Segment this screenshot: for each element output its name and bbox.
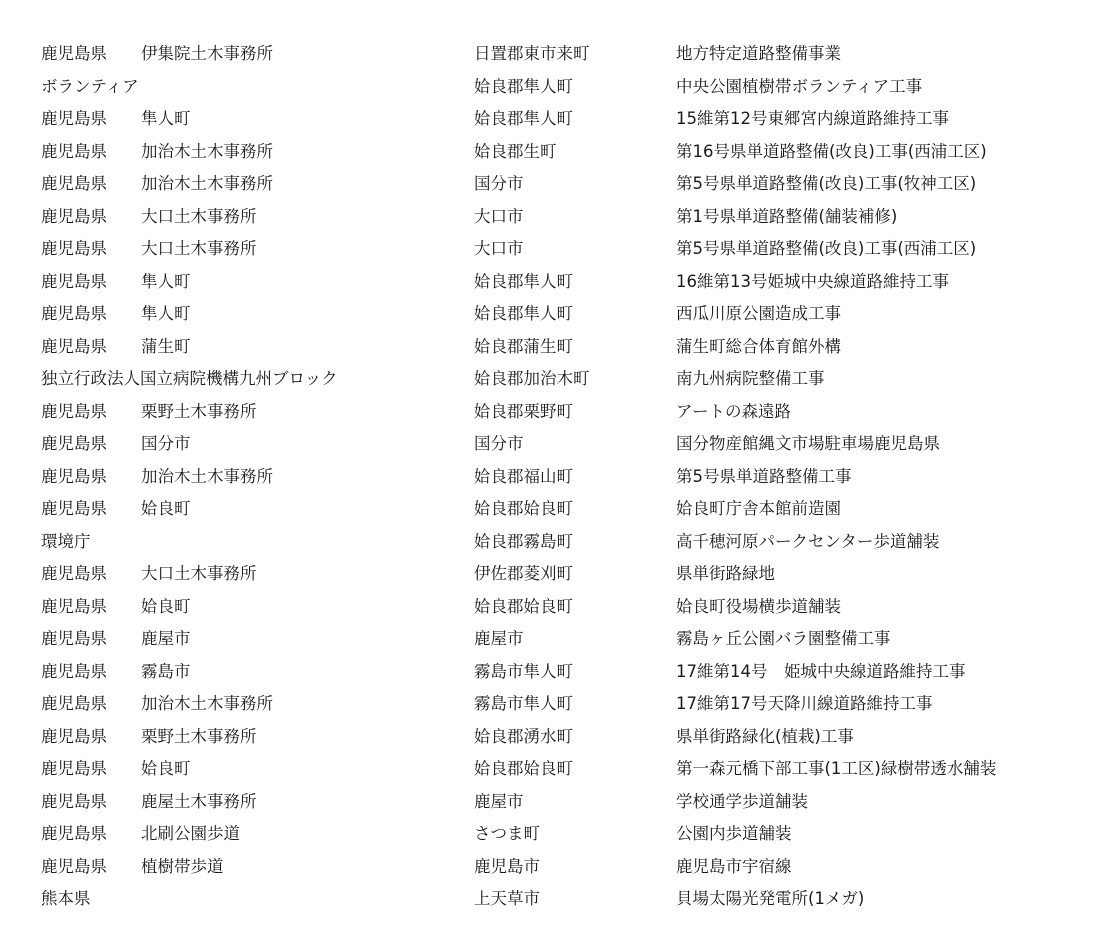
location-cell: 上天草市	[474, 889, 540, 908]
location-cell: 姶良郡隼人町	[474, 271, 573, 291]
client-office: 国分市	[141, 434, 191, 453]
location-cell: 鹿屋市	[474, 629, 524, 648]
project-cell: 蒲生町総合体育館外構	[676, 336, 841, 356]
client-cell	[41, 688, 273, 721]
record-row	[0, 298, 1103, 331]
client-cell	[41, 851, 224, 884]
client-office: 植樹帯歩道	[141, 856, 224, 876]
client-organization: 鹿児島県	[41, 109, 107, 128]
client-organization: 鹿児島県	[41, 174, 107, 193]
project-cell: 第5号県単道路整備(改良)工事(牧神工区)	[676, 174, 977, 193]
project-cell: 国分物産館縄文市場駐車場鹿児島県	[676, 434, 940, 453]
record-row	[0, 363, 1103, 396]
client-office: 大口土木事務所	[141, 206, 257, 226]
record-row	[0, 103, 1103, 136]
location-cell: 国分市	[474, 174, 524, 193]
records-table	[0, 38, 1103, 916]
client-organization: 鹿児島県	[41, 44, 107, 63]
client-office: 加治木土木事務所	[141, 694, 273, 713]
project-cell: 西瓜川原公園造成工事	[676, 304, 841, 323]
location-cell: 姶良郡姶良町	[474, 759, 573, 778]
record-row	[0, 493, 1103, 526]
project-cell: 17維第17号天降川線道路維持工事	[676, 694, 933, 713]
record-row	[0, 623, 1103, 656]
record-row	[0, 656, 1103, 689]
client-organization: 鹿児島県	[41, 239, 107, 258]
client-organization: 鹿児島県	[41, 824, 107, 843]
client-cell	[41, 428, 191, 461]
location-cell: 姶良郡生町	[474, 141, 557, 161]
client-organization: 鹿児島県	[41, 434, 107, 453]
project-cell: 第5号県単道路整備工事	[676, 466, 852, 486]
record-row	[0, 201, 1103, 234]
client-cell	[41, 71, 139, 104]
location-cell: 姶良郡湧水町	[474, 726, 573, 746]
client-organization: 鹿児島県	[41, 661, 107, 681]
project-cell: 県単街路緑化(植栽)工事	[676, 726, 854, 746]
client-office: 姶良町	[141, 499, 191, 518]
location-cell: 大口市	[474, 239, 524, 258]
location-cell: 姶良郡姶良町	[474, 499, 573, 518]
client-cell	[41, 363, 338, 396]
location-cell: 姶良郡福山町	[474, 466, 573, 486]
client-office: 栗野土木事務所	[141, 401, 257, 421]
client-organization: 鹿児島県	[41, 499, 107, 518]
project-cell: 中央公園植樹帯ボランティア工事	[676, 76, 923, 96]
client-organization: 鹿児島県	[41, 206, 107, 226]
project-cell: 地方特定道路整備事業	[676, 44, 841, 63]
client-organization: 鹿児島県	[41, 726, 107, 746]
client-cell	[41, 493, 191, 526]
client-cell	[41, 168, 273, 201]
client-office: 霧島市	[141, 661, 191, 681]
record-row	[0, 461, 1103, 494]
client-office: 鹿屋市	[141, 629, 191, 648]
record-row	[0, 136, 1103, 169]
record-row	[0, 851, 1103, 884]
client-office: 加治木土木事務所	[141, 141, 273, 161]
client-organization: 鹿児島県	[41, 791, 107, 811]
location-cell: 鹿屋市	[474, 791, 524, 811]
client-organization: 鹿児島県	[41, 141, 107, 161]
record-row	[0, 428, 1103, 461]
location-cell: 鹿児島市	[474, 856, 540, 876]
client-cell	[41, 786, 257, 819]
client-office: 大口土木事務所	[141, 239, 257, 258]
client-office: 大口土木事務所	[141, 564, 257, 583]
client-organization: 鹿児島県	[41, 466, 107, 486]
client-organization: 鹿児島県	[41, 694, 107, 713]
location-cell: 国分市	[474, 434, 524, 453]
client-organization: 鹿児島県	[41, 401, 107, 421]
record-row	[0, 233, 1103, 266]
record-row	[0, 721, 1103, 754]
client-cell	[41, 623, 191, 656]
client-organization: 環境庁	[41, 531, 91, 551]
location-cell: 霧島市隼人町	[474, 694, 573, 713]
client-organization: 鹿児島県	[41, 271, 107, 291]
project-cell: 第1号県単道路整備(舗装補修)	[676, 206, 898, 226]
location-cell: 姶良郡霧島町	[474, 531, 573, 551]
client-organization: ボランティア	[41, 76, 139, 96]
location-cell: 大口市	[474, 206, 524, 226]
client-cell	[41, 266, 191, 299]
client-organization: 鹿児島県	[41, 304, 107, 323]
project-cell: 姶良町庁舎本館前造園	[676, 499, 841, 518]
client-cell	[41, 396, 257, 429]
project-cell: 高千穂河原パークセンター歩道舗装	[676, 531, 940, 551]
client-organization: 鹿児島県	[41, 759, 107, 778]
client-cell	[41, 818, 240, 851]
client-office: 蒲生町	[141, 336, 191, 356]
client-cell	[41, 461, 273, 494]
location-cell: 姶良郡蒲生町	[474, 336, 573, 356]
record-row	[0, 71, 1103, 104]
project-cell: 第16号県単道路整備(改良)工事(西浦工区)	[676, 141, 987, 161]
location-cell: 伊佐郡菱刈町	[474, 564, 573, 583]
client-office: 隼人町	[141, 271, 191, 291]
record-row	[0, 526, 1103, 559]
record-row	[0, 786, 1103, 819]
record-row	[0, 266, 1103, 299]
project-cell: 鹿児島市宇宿線	[676, 856, 792, 876]
client-office: 姶良町	[141, 596, 191, 616]
record-row	[0, 396, 1103, 429]
record-row	[0, 818, 1103, 851]
client-office: 加治木土木事務所	[141, 466, 273, 486]
client-organization: 熊本県	[41, 889, 91, 908]
record-row	[0, 883, 1103, 916]
project-cell: 16維第13号姫城中央線道路維持工事	[676, 271, 949, 291]
record-row	[0, 558, 1103, 591]
client-cell	[41, 558, 257, 591]
client-office: 隼人町	[141, 304, 191, 323]
project-cell: 南九州病院整備工事	[676, 369, 825, 388]
client-office: 姶良町	[141, 759, 191, 778]
client-cell	[41, 331, 191, 364]
client-office: 北刷公園歩道	[141, 824, 240, 843]
project-cell: 学校通学歩道舗装	[676, 791, 808, 811]
client-cell	[41, 201, 257, 234]
location-cell: 姶良郡隼人町	[474, 304, 573, 323]
project-cell: アートの森遠路	[676, 401, 792, 421]
location-cell: さつま町	[474, 824, 540, 843]
client-cell	[41, 233, 257, 266]
project-cell: 17維第14号 姫城中央線道路維持工事	[676, 661, 966, 681]
location-cell: 姶良郡隼人町	[474, 109, 573, 128]
location-cell: 日置郡東市来町	[474, 44, 590, 63]
project-cell: 第5号県単道路整備(改良)工事(西浦工区)	[676, 239, 977, 258]
client-organization: 独立行政法人国立病院機構九州ブロック	[41, 369, 338, 388]
project-cell: 姶良町役場横歩道舗装	[676, 596, 841, 616]
client-cell	[41, 103, 191, 136]
client-organization: 鹿児島県	[41, 596, 107, 616]
record-row	[0, 38, 1103, 71]
client-office: 加治木土木事務所	[141, 174, 273, 193]
record-row	[0, 168, 1103, 201]
client-office: 隼人町	[141, 109, 191, 128]
client-organization: 鹿児島県	[41, 856, 107, 876]
client-cell	[41, 721, 257, 754]
record-row	[0, 688, 1103, 721]
location-cell: 姶良郡加治木町	[474, 369, 590, 388]
record-row	[0, 591, 1103, 624]
project-cell: 公園内歩道舗装	[676, 824, 792, 843]
client-organization: 鹿児島県	[41, 336, 107, 356]
record-row	[0, 331, 1103, 364]
client-cell	[41, 526, 91, 559]
record-row	[0, 753, 1103, 786]
client-office: 栗野土木事務所	[141, 726, 257, 746]
client-organization: 鹿児島県	[41, 564, 107, 583]
client-office: 伊集院土木事務所	[141, 44, 273, 63]
client-cell	[41, 656, 191, 689]
client-cell	[41, 883, 91, 916]
client-cell	[41, 298, 191, 331]
client-cell	[41, 591, 191, 624]
client-office: 鹿屋土木事務所	[141, 791, 257, 811]
client-cell	[41, 136, 273, 169]
location-cell: 姶良郡隼人町	[474, 76, 573, 96]
client-organization: 鹿児島県	[41, 629, 107, 648]
location-cell: 姶良郡栗野町	[474, 401, 573, 421]
client-cell	[41, 38, 273, 71]
project-cell: 貝場太陽光発電所(1メガ)	[676, 889, 865, 908]
project-cell: 霧島ヶ丘公園バラ園整備工事	[676, 629, 891, 648]
project-cell: 15維第12号東郷宮内線道路維持工事	[676, 109, 949, 128]
location-cell: 姶良郡姶良町	[474, 596, 573, 616]
client-cell	[41, 753, 191, 786]
project-cell: 第一森元橋下部工事(1工区)緑樹帯透水舗装	[676, 759, 997, 778]
project-cell: 県単街路緑地	[676, 564, 775, 583]
location-cell: 霧島市隼人町	[474, 661, 573, 681]
